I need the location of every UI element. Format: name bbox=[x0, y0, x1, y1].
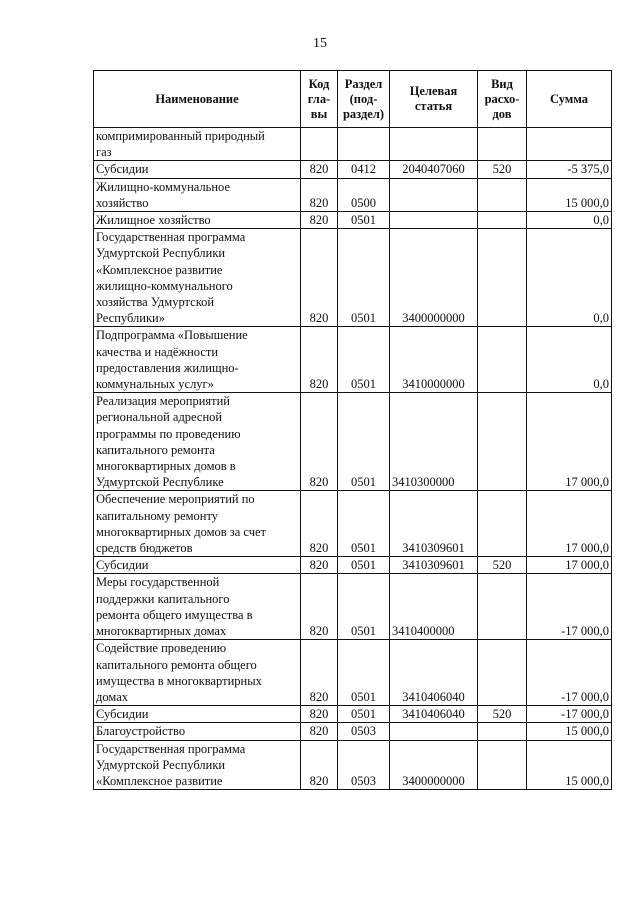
row-type-cell bbox=[478, 128, 527, 161]
row-target-cell bbox=[390, 178, 478, 211]
row-code-cell: 820 bbox=[301, 723, 338, 740]
row-section-cell: 0501 bbox=[338, 557, 390, 574]
row-target-cell: 3410406040 bbox=[390, 640, 478, 706]
row-section-cell: 0501 bbox=[338, 640, 390, 706]
row-target-cell: 3410406040 bbox=[390, 706, 478, 723]
row-code-cell: 820 bbox=[301, 557, 338, 574]
page-number: 15 bbox=[313, 36, 327, 51]
row-target-cell bbox=[390, 128, 478, 161]
row-section-cell: 0503 bbox=[338, 723, 390, 740]
table-row bbox=[94, 161, 612, 178]
row-name-cell: Подпрограмма «Повышение качества и надёжности предоставления жилищно- коммунальных услуг» bbox=[94, 327, 301, 393]
row-code-cell bbox=[301, 128, 338, 161]
row-code-cell: 820 bbox=[301, 229, 338, 327]
row-code-cell: 820 bbox=[301, 740, 338, 790]
row-type-cell bbox=[478, 723, 527, 740]
row-section-cell: 0501 bbox=[338, 706, 390, 723]
row-sum-cell: 0,0 bbox=[527, 229, 612, 327]
table-row bbox=[94, 212, 612, 229]
table-row bbox=[94, 128, 612, 161]
row-type-cell bbox=[478, 393, 527, 491]
row-code-cell: 820 bbox=[301, 706, 338, 723]
table-row bbox=[94, 640, 612, 706]
row-type-cell bbox=[478, 574, 527, 640]
row-name-cell: Реализация мероприятий региональной адресной программы по проведению капитального ремонта многоквартирных домов в Удмуртской Республике bbox=[94, 393, 301, 491]
row-type-cell bbox=[478, 640, 527, 706]
row-name-cell: Меры государственной поддержки капитального ремонта общего имущества в многоквартирных домах bbox=[94, 574, 301, 640]
row-target-cell: 2040407060 bbox=[390, 161, 478, 178]
row-code-cell: 820 bbox=[301, 491, 338, 557]
row-sum-cell: 15 000,0 bbox=[527, 740, 612, 790]
row-target-cell: 3410400000 bbox=[390, 574, 478, 640]
row-name-cell: Обеспечение мероприятий по капитальному ремонту многоквартирных домов за счет средств бюджетов bbox=[94, 491, 301, 557]
row-name-cell: компримированный природный газ bbox=[94, 128, 301, 161]
row-code-cell: 820 bbox=[301, 640, 338, 706]
row-code-cell: 820 bbox=[301, 393, 338, 491]
row-sum-cell: 15 000,0 bbox=[527, 178, 612, 211]
row-section-cell: 0412 bbox=[338, 161, 390, 178]
header-sum: Сумма bbox=[527, 71, 612, 128]
row-section-cell: 0503 bbox=[338, 740, 390, 790]
row-sum-cell: -17 000,0 bbox=[527, 706, 612, 723]
row-sum-cell: 17 000,0 bbox=[527, 393, 612, 491]
row-section-cell: 0500 bbox=[338, 178, 390, 211]
row-type-cell: 520 bbox=[478, 161, 527, 178]
row-name-cell: Благоустройство bbox=[94, 723, 301, 740]
row-code-cell: 820 bbox=[301, 327, 338, 393]
table-header-row bbox=[94, 71, 612, 128]
row-name-cell: Государственная программа Удмуртской Республики «Комплексное развитие жилищно-коммунального хозяйства Удмуртской Республики» bbox=[94, 229, 301, 327]
row-name-cell: Субсидии bbox=[94, 557, 301, 574]
row-type-cell bbox=[478, 212, 527, 229]
row-section-cell: 0501 bbox=[338, 491, 390, 557]
table-row bbox=[94, 393, 612, 491]
row-section-cell: 0501 bbox=[338, 574, 390, 640]
row-target-cell: 3410000000 bbox=[390, 327, 478, 393]
row-sum-cell: 0,0 bbox=[527, 327, 612, 393]
header-target: Целевая статья bbox=[390, 71, 478, 128]
table-row bbox=[94, 327, 612, 393]
table-row bbox=[94, 740, 612, 790]
table-row bbox=[94, 574, 612, 640]
row-type-cell bbox=[478, 491, 527, 557]
table-row bbox=[94, 491, 612, 557]
header-type: Вид расхо- дов bbox=[478, 71, 527, 128]
header-name: Наименование bbox=[94, 71, 301, 128]
row-target-cell: 3400000000 bbox=[390, 229, 478, 327]
row-sum-cell: 15 000,0 bbox=[527, 723, 612, 740]
row-sum-cell: -17 000,0 bbox=[527, 574, 612, 640]
row-target-cell bbox=[390, 212, 478, 229]
row-name-cell: Субсидии bbox=[94, 161, 301, 178]
row-name-cell: Жилищное хозяйство bbox=[94, 212, 301, 229]
row-target-cell: 3400000000 bbox=[390, 740, 478, 790]
table-row bbox=[94, 723, 612, 740]
header-section: Раздел (под- раздел) bbox=[338, 71, 390, 128]
row-type-cell bbox=[478, 178, 527, 211]
row-name-cell: Государственная программа Удмуртской Республики «Комплексное развитие bbox=[94, 740, 301, 790]
table-row bbox=[94, 706, 612, 723]
row-code-cell: 820 bbox=[301, 178, 338, 211]
row-target-cell: 3410309601 bbox=[390, 491, 478, 557]
row-type-cell bbox=[478, 327, 527, 393]
row-code-cell: 820 bbox=[301, 574, 338, 640]
table-row bbox=[94, 557, 612, 574]
table-row bbox=[94, 229, 612, 327]
row-type-cell: 520 bbox=[478, 557, 527, 574]
header-code: Код гла- вы bbox=[301, 71, 338, 128]
row-code-cell: 820 bbox=[301, 161, 338, 178]
row-name-cell: Субсидии bbox=[94, 706, 301, 723]
row-name-cell: Содействие проведению капитального ремонта общего имущества в многоквартирных домах bbox=[94, 640, 301, 706]
row-sum-cell: 0,0 bbox=[527, 212, 612, 229]
row-target-cell bbox=[390, 723, 478, 740]
row-name-cell: Жилищно-коммунальное хозяйство bbox=[94, 178, 301, 211]
row-type-cell: 520 bbox=[478, 706, 527, 723]
row-sum-cell: -5 375,0 bbox=[527, 161, 612, 178]
row-target-cell: 3410300000 bbox=[390, 393, 478, 491]
budget-table bbox=[93, 70, 612, 790]
row-sum-cell: -17 000,0 bbox=[527, 640, 612, 706]
row-type-cell bbox=[478, 229, 527, 327]
row-section-cell: 0501 bbox=[338, 229, 390, 327]
row-section-cell bbox=[338, 128, 390, 161]
row-section-cell: 0501 bbox=[338, 327, 390, 393]
row-type-cell bbox=[478, 740, 527, 790]
row-sum-cell: 17 000,0 bbox=[527, 491, 612, 557]
row-section-cell: 0501 bbox=[338, 393, 390, 491]
row-section-cell: 0501 bbox=[338, 212, 390, 229]
row-sum-cell: 17 000,0 bbox=[527, 557, 612, 574]
row-target-cell: 3410309601 bbox=[390, 557, 478, 574]
table-row bbox=[94, 178, 612, 211]
row-code-cell: 820 bbox=[301, 212, 338, 229]
row-sum-cell bbox=[527, 128, 612, 161]
